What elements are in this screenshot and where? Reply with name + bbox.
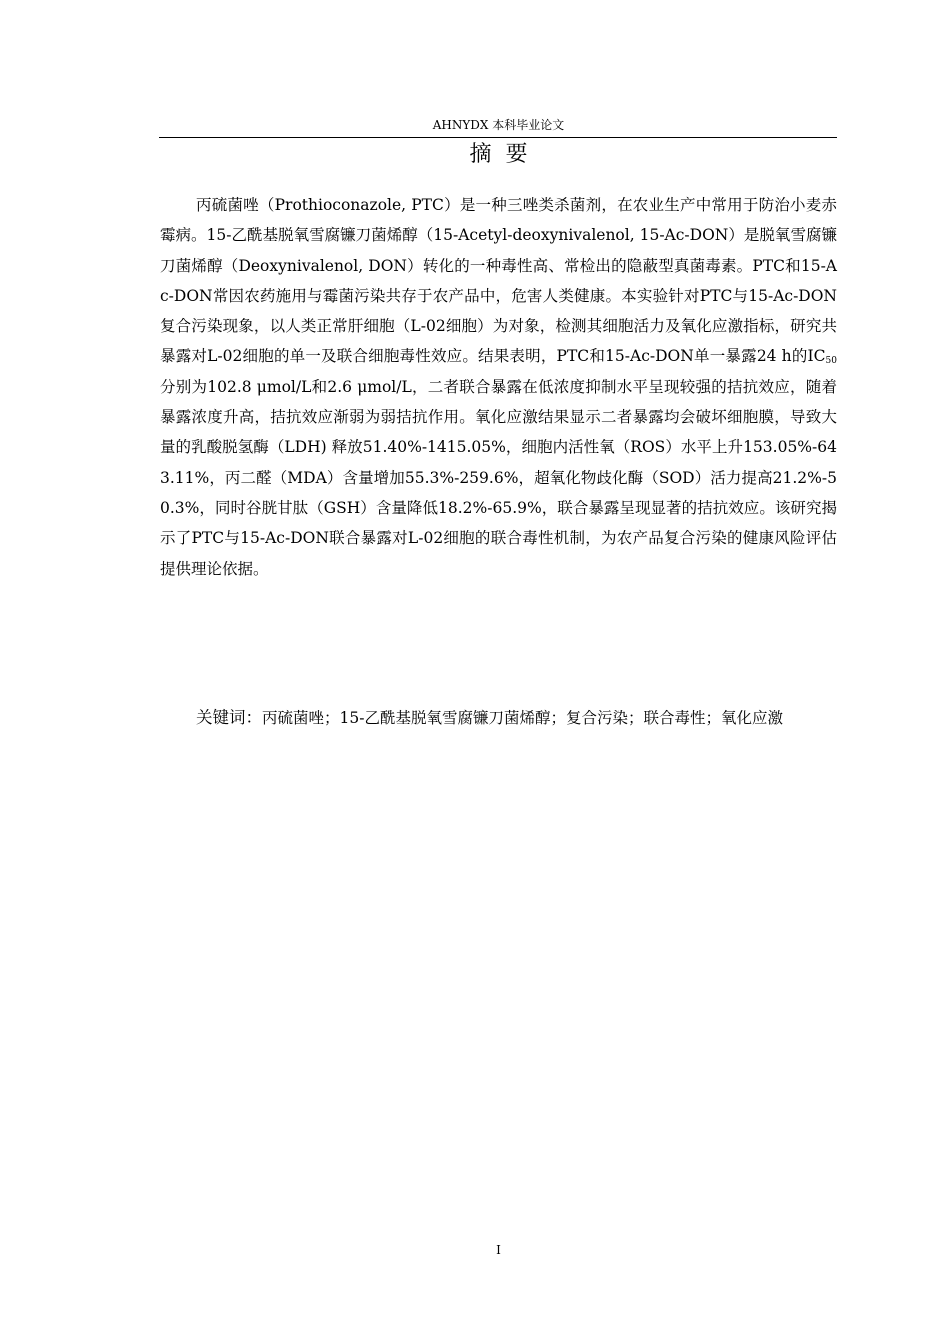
ic50-subscript: 50: [825, 356, 837, 367]
abstract-text-part2: 分别为102.8 μmol/L和2.6 μmol/L，二者联合暴露在低浓度抑制水平呈现较强的拮抗效应，随着暴露浓度升高，拮抗效应渐弱为弱拮抗作用。氧化应激结果显示二者暴露均会破坏细胞膜，导致大量的乳酸脱氢酶（LDH) 释放51.40%-1415.05%，细胞内活性氧（ROS）水平上升153.05%-643.11%，丙二醛（MDA）含量增加55.3%-259.6%，超氧化物歧化酶（SOD）活力提高21.2%-50.3%，同时谷胱甘肽（GSH）含量降低18.2%-65.9%，联合暴露呈现显著的拮抗效应。该研究揭示了PTC与15-Ac-DON联合暴露对L-02细胞的联合毒性机制，为农产品复合污染的健康风险评估提供理论依据。: [160, 377, 837, 578]
abstract-text-part1: 丙硫菌唑（Prothioconazole, PTC）是一种三唑类杀菌剂，在农业生产中常用于防治小麦赤霉病。15-乙酰基脱氧雪腐镰刀菌烯醇（15-Acetyl-deoxynivalenol, 15-Ac-DON）是脱氧雪腐镰刀菌烯醇（Deoxynivalenol, DON）转化的一种毒性高、常检出的隐蔽型真菌毒素。PTC和15-Ac-DON常因农药施用与霉菌污染共存于农产品中，危害人类健康。本实验针对PTC与15-Ac-DON复合污染现象，以人类正常肝细胞（L-02细胞）为对象，检测其细胞活力及氧化应激指标，研究共暴露对L-02细胞的单一及联合细胞毒性效应。结果表明，PTC和15-Ac-DON单一暴露24 h的IC: [160, 196, 837, 366]
abstract-paragraph: [160, 190, 837, 584]
header-rule: [159, 137, 837, 138]
keywords-text: 丙硫菌唑；15-乙酰基脱氧雪腐镰刀菌烯醇；复合污染；联合毒性；氧化应激: [262, 709, 783, 727]
keywords-paragraph: [160, 703, 837, 733]
page-number: I: [496, 1243, 501, 1257]
running-header: AHNYDX 本科毕业论文: [432, 118, 565, 132]
page-title: 摘要: [469, 142, 542, 167]
keywords-label: 关键词：: [196, 708, 262, 727]
